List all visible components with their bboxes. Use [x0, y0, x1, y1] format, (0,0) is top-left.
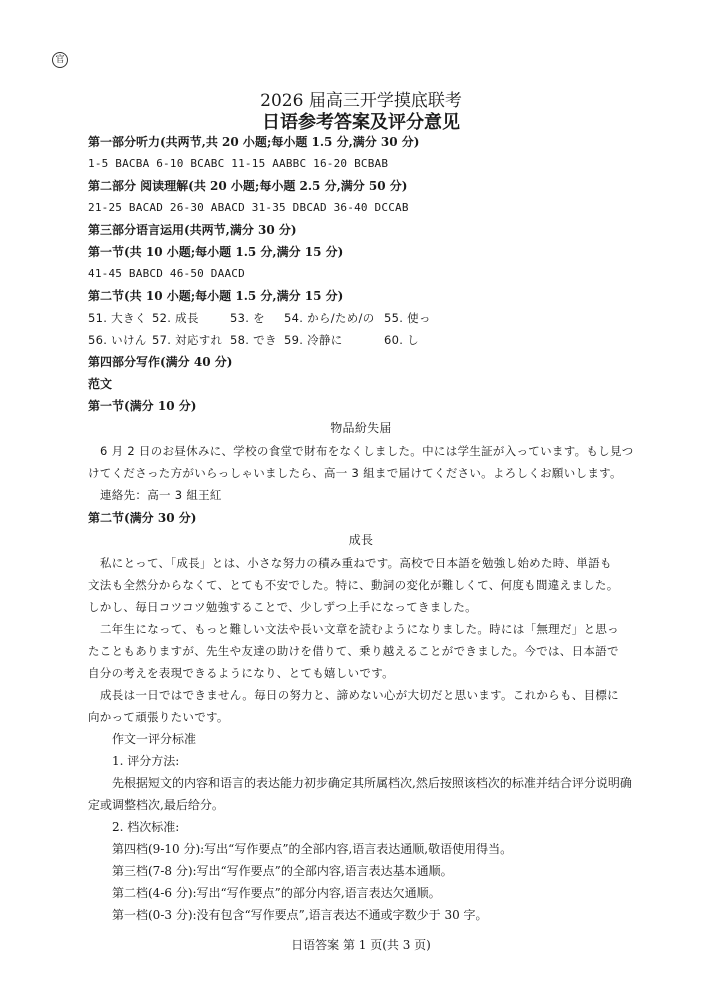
notice-line: けてくださった方がいらっしゃいましたら、高一 3 組まで届けてください。よろしくお願いします。	[88, 466, 622, 480]
essay-line: 向かって頑張りたいです。	[88, 710, 229, 724]
part1-answers: 1-5 BACBA 6-10 BCABC 11-15 AABBC 16-20 BCBAB	[88, 157, 389, 170]
document-title: 日语参考答案及评分意见	[262, 112, 460, 133]
cloze-answer-53: 53. を	[230, 311, 265, 325]
cloze-answer-58: 58. でき	[230, 333, 277, 347]
cloze-answer-56: 56. いけん	[88, 333, 147, 347]
part3-section1-answers: 41-45 BABCD 46-50 DAACD	[88, 267, 245, 280]
part3-heading: 第三部分语言运用(共两节,满分 30 分)	[88, 223, 297, 237]
cloze-answer-52: 52. 成長	[152, 311, 199, 325]
cloze-answer-60: 60. し	[384, 333, 419, 347]
scoring-method-line: 定或调整档次,最后给分。	[88, 798, 224, 812]
cloze-answer-57: 57. 対応すれ	[152, 333, 223, 347]
official-seal-icon: 官	[52, 52, 68, 68]
notice-contact: 連絡先：高一 3 組王紅	[100, 488, 222, 502]
essay-title: 成長	[348, 533, 374, 547]
cloze-answer-55: 55. 使っ	[384, 311, 431, 325]
scoring-level-2: 第二档(4-6 分):写出“写作要点”的部分内容,语言表达欠通顺。	[112, 886, 441, 900]
cloze-answer-59: 59. 冷静に	[284, 333, 343, 347]
part2-answers: 21-25 BACAD 26-30 ABACD 31-35 DBCAD 36-40 DCCAB	[88, 201, 409, 214]
exam-title: 2026 届高三开学摸底联考	[260, 91, 462, 111]
essay-line: しかし、毎日コツコツ勉強することで、少しずつ上手になってきました。	[88, 600, 477, 614]
part4-heading: 第四部分写作(满分 40 分)	[88, 355, 233, 369]
scoring-title: 作文一评分标准	[112, 732, 197, 746]
part3-section2-heading: 第二节(共 10 小题;每小题 1.5 分,满分 15 分)	[88, 289, 344, 303]
part1-heading: 第一部分听力(共两节,共 20 小题;每小题 1.5 分,满分 30 分)	[88, 135, 420, 149]
page-footer: 日语答案 第 1 页(共 3 页)	[291, 938, 431, 952]
scoring-method-line: 先根据短文的内容和语言的表达能力初步确定其所属档次,然后按照该档次的标准并结合评分说明确	[112, 776, 632, 790]
notice-title: 物品紛失届	[330, 421, 392, 435]
part4-section2-heading: 第二节(满分 30 分)	[88, 511, 197, 525]
part2-heading: 第二部分 阅读理解(共 20 小题;每小题 2.5 分,满分 50 分)	[88, 179, 408, 193]
cloze-answer-51: 51. 大きく	[88, 311, 147, 325]
essay-line: 私にとって、「成長」とは、小さな努力の積み重ねです。高校で日本語を勉強し始めた時、単語も	[100, 556, 612, 570]
scoring-level-3: 第三档(7-8 分):写出“写作要点”的全部内容,语言表达基本通顺。	[112, 864, 453, 878]
part4-section1-heading: 第一节(满分 10 分)	[88, 399, 197, 413]
scoring-level-1: 第一档(0-3 分):没有包含“写作要点”,语言表达不通或字数少于 30 字。	[112, 908, 488, 922]
essay-line: 二年生になって、もっと難しい文法や長い文章を読むようになりました。時には「無理だ」と思っ	[100, 622, 619, 636]
scoring-method-label: 1. 评分方法:	[112, 754, 180, 768]
essay-line: 文法も全然分からなくて、とても不安でした。特に、動詞の変化が難しくて、何度も間違えました。	[88, 578, 619, 592]
scoring-levels-label: 2. 档次标准:	[112, 820, 180, 834]
model-essay-label: 范文	[88, 377, 113, 391]
part3-section1-heading: 第一节(共 10 小题;每小题 1.5 分,满分 15 分)	[88, 245, 344, 259]
cloze-answer-54: 54. から/ため/の	[284, 311, 375, 325]
essay-line: 自分の考えを表現できるようになり、とても嬉しいです。	[88, 666, 394, 680]
scoring-level-4: 第四档(9-10 分):写出“写作要点”的全部内容,语言表达通顺,敬语使用得当。	[112, 842, 513, 856]
notice-line: 6 月 2 日のお昼休みに、学校の食堂で財布をなくしました。中には学生証が入っています。もし見つ	[100, 444, 634, 458]
essay-line: たこともありますが、先生や友達の助けを借りて、乗り越えることができました。今では、日本語で	[88, 644, 619, 658]
essay-line: 成長は一日ではできません。毎日の努力と、諦めない心が大切だと思います。これからも、目標に	[100, 688, 619, 702]
